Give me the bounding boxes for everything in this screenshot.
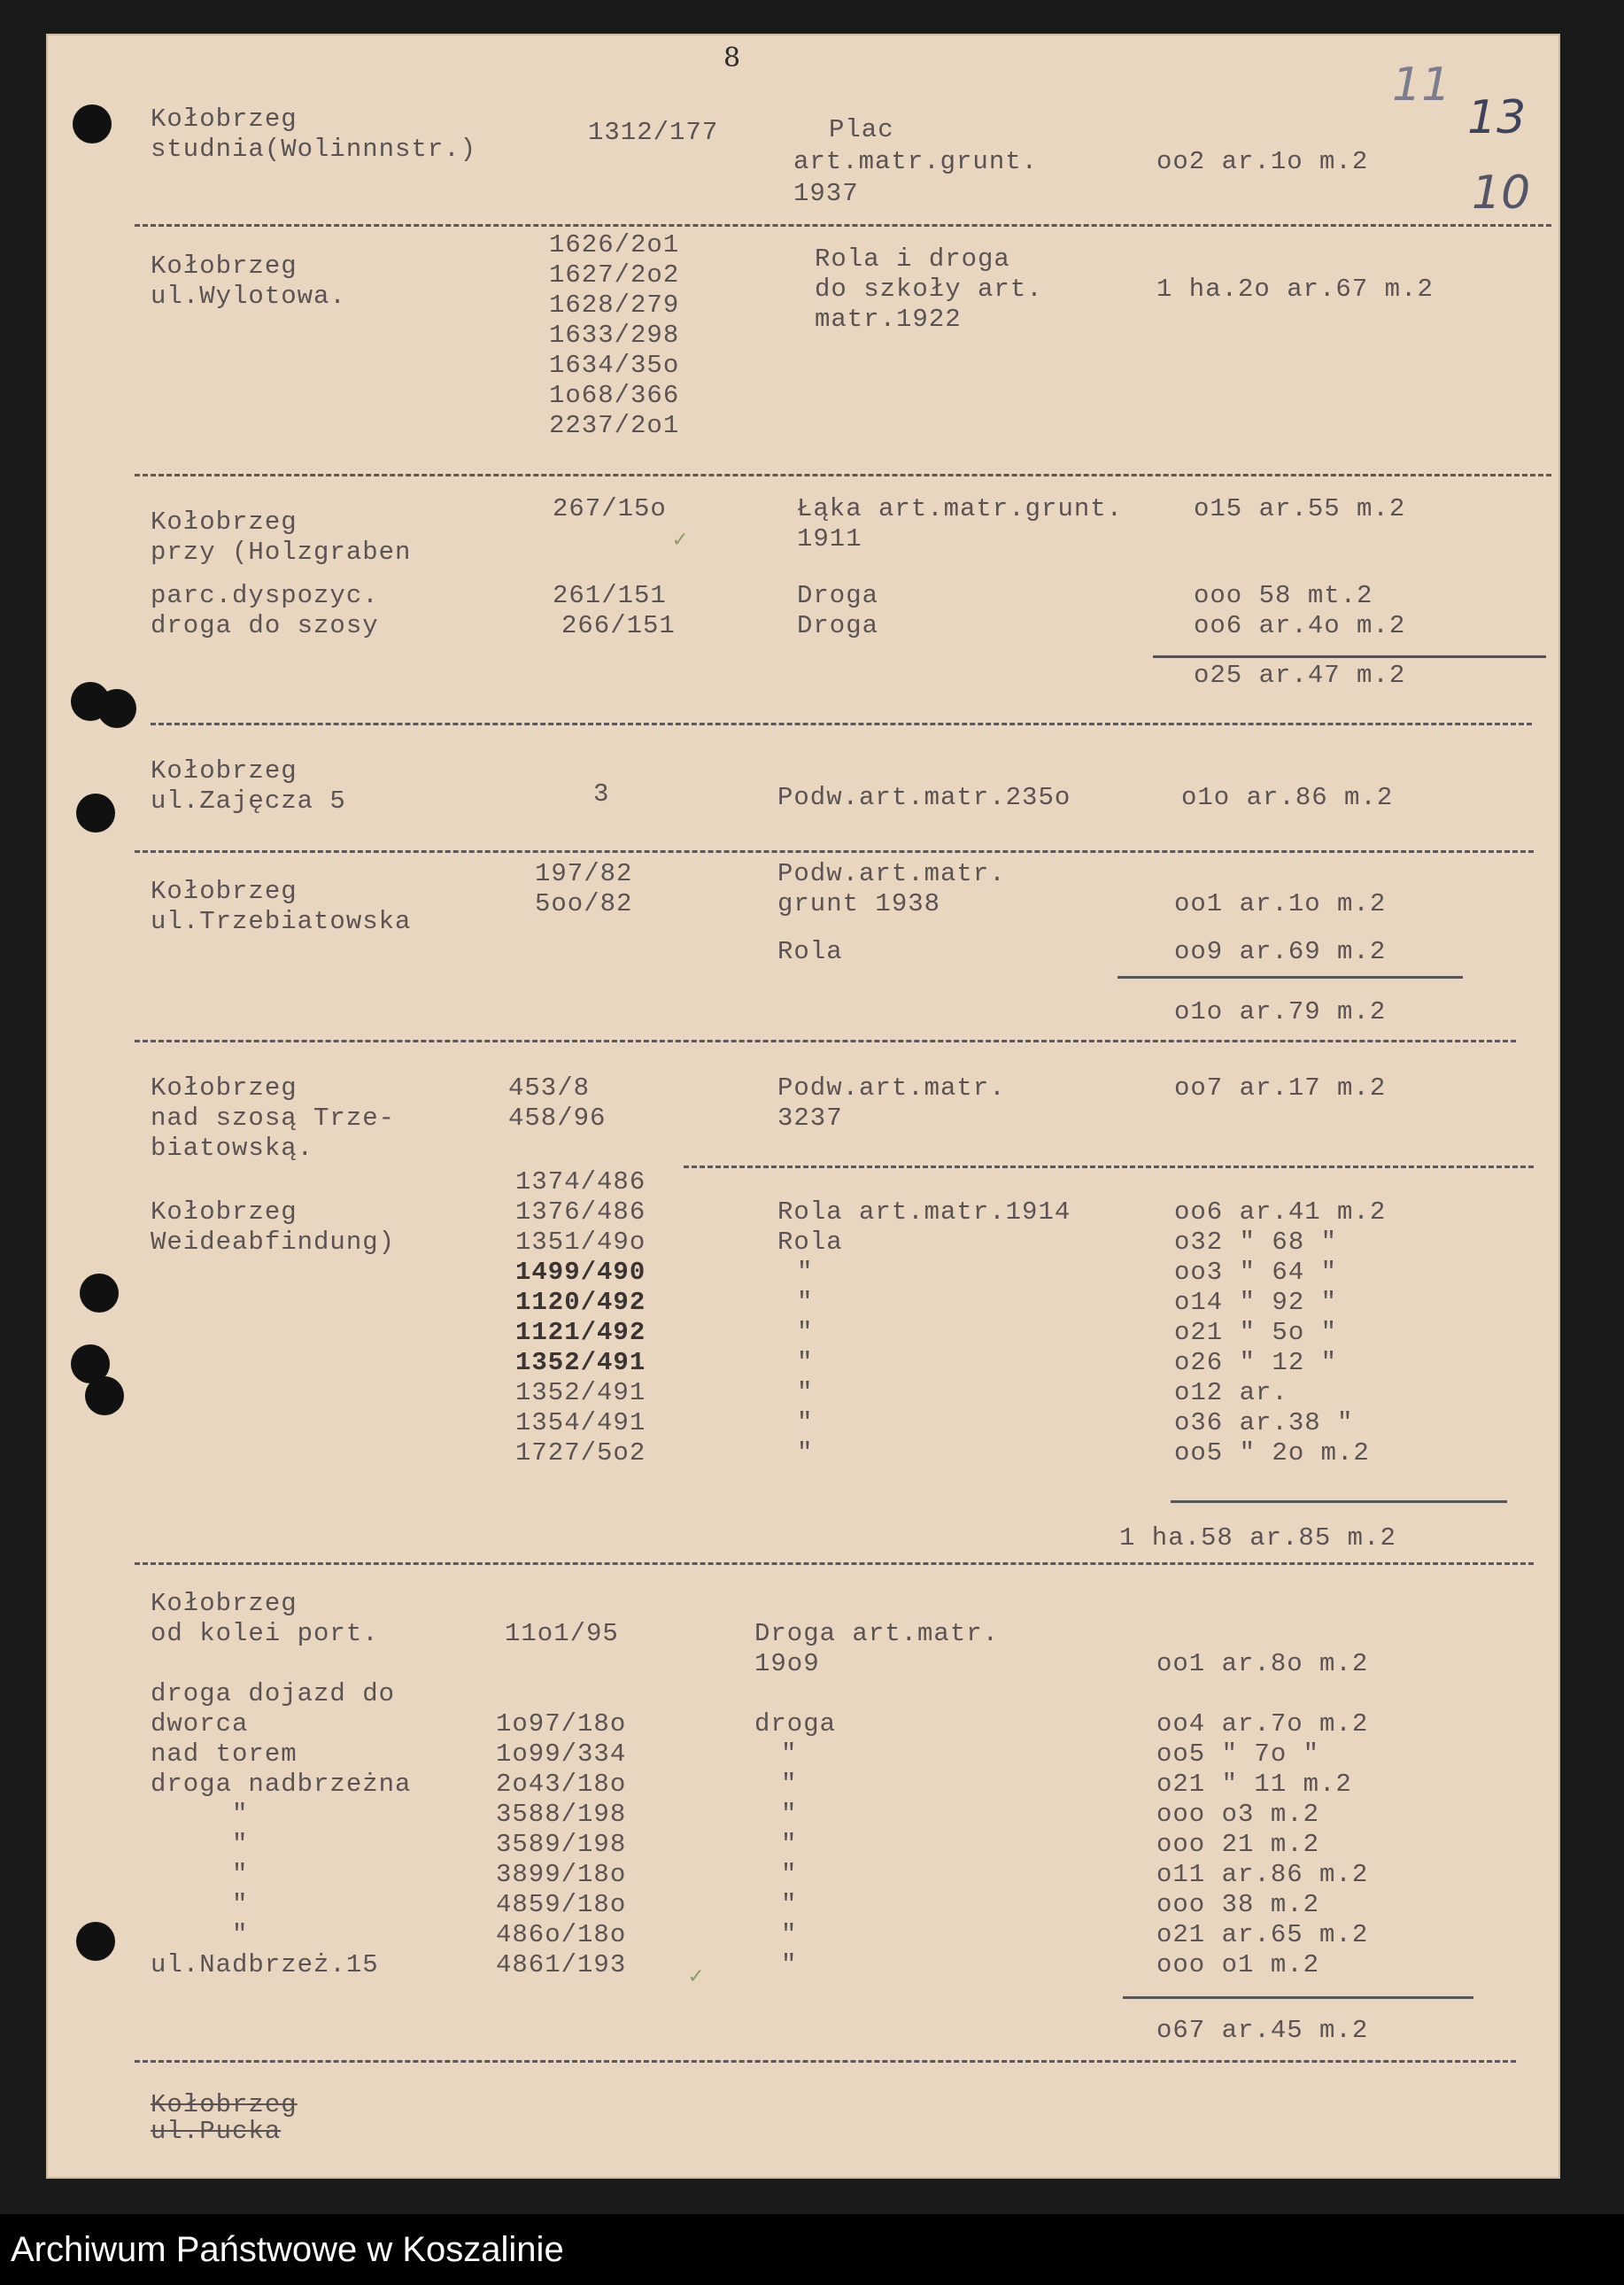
entry8-use: " [781,1920,798,1949]
entry4-place: Kołobrzeg [151,756,298,786]
punch-hole [80,1274,119,1313]
page-number-mark: 8 [723,43,741,74]
entry4-parcel: 3 [593,779,610,809]
entry8-use: " [781,1770,798,1799]
entry8-desc: " [232,1920,249,1949]
entry3-sub-parcel: 261/151 [553,581,667,610]
entry8-parcel: 1o97/18o [496,1709,627,1739]
entry8-use: " [781,1830,798,1859]
separator-dashed [135,224,1551,227]
sum-line [1123,1996,1473,1999]
separator-dashed [135,1040,1516,1042]
entry5-use: grunt 1938 [777,889,941,918]
sum-line [1117,976,1463,979]
entry1-use: 1937 [793,179,859,208]
entry3-use: 1911 [797,524,862,554]
entry7-use: " [797,1258,814,1287]
entry6-use: Podw.art.matr. [777,1073,1006,1103]
entry2-area: 1 ha.2o ar.67 m.2 [1156,275,1434,304]
entry7-use: " [797,1348,814,1377]
entry8-area: ooo 21 m.2 [1156,1830,1320,1859]
entry7-parcel: 1499/490 [515,1258,646,1287]
entry2-parcel: 1628/279 [549,290,680,320]
entry1-place: Kołobrzeg [151,105,298,134]
entry1-use: Plac [829,115,894,144]
entry8-use: " [781,1890,798,1919]
entry2-parcel: 1633/298 [549,321,680,350]
separator-dashed [151,723,1532,725]
entry8-area: oo5 " 7o " [1156,1739,1320,1769]
punch-hole [85,1376,124,1415]
entry8-area: o21 ar.65 m.2 [1156,1920,1369,1949]
entry1-area: oo2 ar.1o m.2 [1156,147,1369,176]
entry2-parcel: 1626/2o1 [549,230,680,259]
entry5-parcel: 5oo/82 [535,889,633,918]
entry3-use: Łąka art.matr.grunt. [797,494,1124,523]
entry8-area: ooo 38 m.2 [1156,1890,1320,1919]
entry8-parcel: 1o99/334 [496,1739,627,1769]
entry8-use: " [781,1800,798,1829]
entry8-desc: droga nadbrzeżna [151,1770,412,1799]
entry7-parcel: 1376/486 [515,1197,646,1227]
entry2-parcel: 1634/35o [549,351,680,380]
punch-hole [76,794,115,833]
entry1-parcel: 1312/177 [588,118,719,147]
sum-line [1171,1500,1507,1503]
folio-mark-old: 11 [1392,58,1451,112]
entry7-total: 1 ha.58 ar.85 m.2 [1119,1523,1396,1553]
entry7-area: o21 " 5o " [1174,1318,1338,1347]
entry3-sub-use: Droga [797,581,879,610]
entry3-sub-use: Droga [797,611,879,640]
separator-dashed [135,850,1534,853]
sum-line [1153,655,1546,658]
entry8-desc: droga dojazd do [151,1679,396,1708]
separator-dashed [135,1562,1534,1565]
entry2-desc: ul.Wylotowa. [151,282,346,311]
entry8-area: ooo o1 m.2 [1156,1950,1320,1979]
entry6-place: Kołobrzeg [151,1073,298,1103]
entry7-parcel: 1351/49o [515,1228,646,1257]
entry7-use: Rola art.matr.1914 [777,1197,1071,1227]
entry2-use: Rola i droga [815,244,1010,274]
entry6-parcel: 458/96 [508,1104,607,1133]
entry8-desc: nad torem [151,1739,298,1769]
entry8-use: droga [754,1709,837,1739]
entry8-use: 19o9 [754,1649,820,1678]
entry7-area: o36 ar.38 " [1174,1408,1354,1437]
entry7-use: " [797,1378,814,1407]
entry8-desc: ul.Nadbrzeż.15 [151,1950,379,1979]
entry8-area: o21 " 11 m.2 [1156,1770,1352,1799]
entry7-use: " [797,1438,814,1468]
entry7-area: o12 ar. [1174,1378,1288,1407]
entry4-desc: ul.Zajęcza 5 [151,786,346,816]
entry6-desc: biatowską. [151,1134,314,1163]
entry7-area: o14 " 92 " [1174,1288,1338,1317]
archive-name: Archiwum Państwowe w Koszalinie [11,2230,564,2269]
entry8-desc: od kolei port. [151,1619,379,1648]
entry8-parcel: 2o43/18o [496,1770,627,1799]
entry7-area: o32 " 68 " [1174,1228,1338,1257]
archive-footer [0,2214,1624,2285]
entry5-use: Rola [777,937,843,966]
folio-mark: 13 [1467,91,1527,144]
pencil-check-icon: ✓ [689,1964,703,1990]
entry8-parcel: 4861/193 [496,1950,627,1979]
entry2-parcel: 1627/2o2 [549,260,680,290]
entry8-area: oo4 ar.7o m.2 [1156,1709,1369,1739]
entry2-use: matr.1922 [815,305,962,334]
entry3-sub-area: oo6 ar.4o m.2 [1194,611,1406,640]
entry3-sub-desc: parc.dyspozyc. [151,581,379,610]
entry8-area: oo1 ar.8o m.2 [1156,1649,1369,1678]
entry7-use: " [797,1288,814,1317]
entry3-sub-desc: droga do szosy [151,611,379,640]
entry8-parcel: 4859/18o [496,1890,627,1919]
entry3-area: o15 ar.55 m.2 [1194,494,1406,523]
folio-mark-crossed: 10 [1472,167,1531,220]
entry7-parcel: 1352/491 [515,1378,646,1407]
entry8-desc: " [232,1860,249,1889]
entry7-parcel: 1354/491 [515,1408,646,1437]
entry7-place: Kołobrzeg [151,1197,298,1227]
entry1-desc: studnia(Wolinnnstr.) [151,135,477,164]
entry3-total: o25 ar.47 m.2 [1194,661,1406,690]
entry7-use: Rola [777,1228,843,1257]
entry7-use: " [797,1408,814,1437]
entry8-desc: " [232,1800,249,1829]
separator-dashed [135,474,1551,476]
entry7-desc: Weideabfindung) [151,1228,396,1257]
entry5-area: oo9 ar.69 m.2 [1174,937,1387,966]
entry7-area: o26 " 12 " [1174,1348,1338,1377]
separator-dashed [135,2060,1516,2063]
entry8-area: ooo o3 m.2 [1156,1800,1320,1829]
punch-hole [97,689,136,728]
entry3-parcel: 267/15o [553,494,667,523]
entry8-place: Kołobrzeg [151,1589,298,1618]
entry6-parcel: 453/8 [508,1073,591,1103]
entry5-place: Kołobrzeg [151,877,298,906]
entry3-sub-area: ooo 58 mt.2 [1194,581,1373,610]
entry6-desc: nad szosą Trze- [151,1104,396,1133]
entry4-area: o1o ar.86 m.2 [1181,783,1394,812]
entry8-desc: dworca [151,1709,249,1739]
entry8-total: o67 ar.45 m.2 [1156,2016,1369,2045]
entry8-parcel: 3899/18o [496,1860,627,1889]
entry8-parcel: 11o1/95 [505,1619,619,1648]
entry8-area: o11 ar.86 m.2 [1156,1860,1369,1889]
entry5-use: Podw.art.matr. [777,859,1006,888]
entry4-use: Podw.art.matr.235o [777,783,1071,812]
entry5-parcel: 197/82 [535,859,633,888]
separator-dashed [684,1166,1534,1168]
entry8-use: " [781,1950,798,1979]
entry5-total: o1o ar.79 m.2 [1174,997,1387,1026]
entry5-desc: ul.Trzebiatowska [151,907,412,936]
entry2-parcel: 2237/2o1 [549,411,680,440]
entry2-place: Kołobrzeg [151,252,298,281]
entry8-desc: " [232,1830,249,1859]
document-page [46,34,1560,2179]
entry6-area: oo7 ar.17 m.2 [1174,1073,1387,1103]
entry2-parcel: 1o68/366 [549,381,680,410]
entry7-area: oo6 ar.41 m.2 [1174,1197,1387,1227]
entry7-parcel: 1120/492 [515,1288,646,1317]
entry8-desc: " [232,1890,249,1919]
entry7-area: oo3 " 64 " [1174,1258,1338,1287]
entry3-sub-parcel: 266/151 [561,611,676,640]
entry7-area: oo5 " 2o m.2 [1174,1438,1370,1468]
entry8-use: " [781,1860,798,1889]
punch-hole [73,105,112,143]
entry8-parcel: 3588/198 [496,1800,627,1829]
entry3-desc: przy (Holzgraben [151,538,412,567]
entry7-use: " [797,1318,814,1347]
entry2-use: do szkoły art. [815,275,1043,304]
entry8-parcel: 3589/198 [496,1830,627,1859]
pencil-check-icon: ✓ [673,527,687,554]
entry7-parcel: 1352/491 [515,1348,646,1377]
entry3-place: Kołobrzeg [151,507,298,537]
entry5-area: oo1 ar.1o m.2 [1174,889,1387,918]
entry1-use: art.matr.grunt. [793,147,1039,176]
entry8-use: Droga art.matr. [754,1619,1000,1648]
entry6-use: 3237 [777,1104,843,1133]
entry8-use: " [781,1739,798,1769]
punch-hole [76,1922,115,1961]
entry9-desc: ul.Pucka [151,2117,282,2146]
entry7-parcel: 1121/492 [515,1318,646,1347]
entry9-place: Kołobrzeg [151,2090,298,2119]
entry7-parcel: 1374/486 [515,1167,646,1197]
entry7-parcel: 1727/5o2 [515,1438,646,1468]
entry8-parcel: 486o/18o [496,1920,627,1949]
